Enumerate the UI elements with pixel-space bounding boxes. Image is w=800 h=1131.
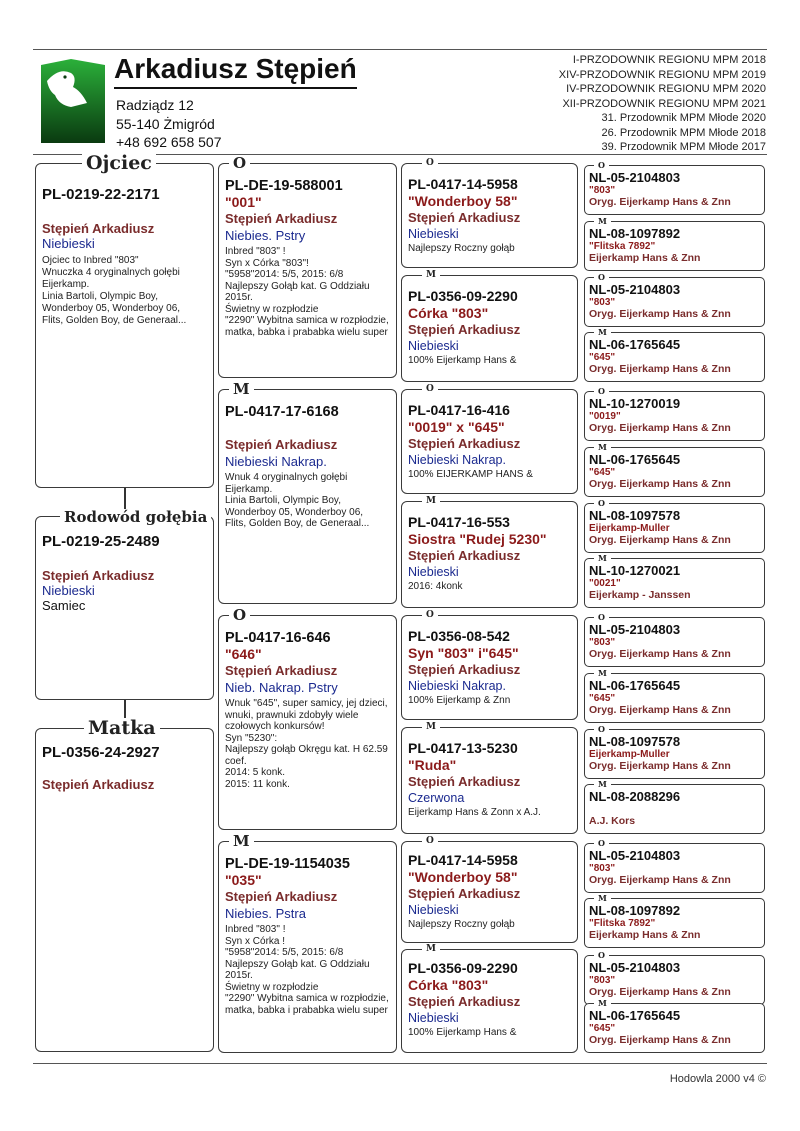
pigeon-nickname: Siostra "Rudej 5230" [408,531,547,547]
pigeon-ring: PL-0356-08-542 [408,628,510,644]
ancestor-card[interactable] [584,617,765,667]
pigeon-breeder: Stępień Arkadiusz [225,889,338,904]
pigeon-nickname: "Wonderboy 58" [408,869,518,885]
pigeon-color: Niebieski [408,1011,459,1025]
pigeon-ring: PL-0417-16-646 [225,630,331,646]
owner-phone: +48 692 658 507 [116,134,222,150]
sex-label: O [594,499,609,508]
pigeon-ring: NL-06-1765645 [589,678,681,693]
pigeon-color: Niebieski [408,903,459,917]
pigeon-breeder: Stępień Arkadiusz [225,211,338,226]
pigeon-nickname: "Flitska 7892" [589,241,656,252]
top-rule [33,49,767,50]
pigeon-nickname: Córka "803" [408,977,489,993]
pigeon-breeder: Oryg. Eijerkamp Hans & Znn [589,363,731,375]
pigeon-ring: NL-05-2104803 [589,960,681,975]
sex-label: O [229,155,250,171]
sex-label: M [594,217,611,226]
pigeon-breeder: Oryg. Eijerkamp Hans & Znn [589,704,731,716]
grandparent-card[interactable] [218,615,397,830]
pigeon-breeder: Oryg. Eijerkamp Hans & Znn [589,422,731,434]
pigeon-note: 100% EIJERKAMP HANS & [408,469,533,480]
pigeon-ring: NL-05-2104803 [589,622,681,637]
pigeon-nickname: "803" [589,185,616,196]
sex-label: M [422,722,440,732]
sex-label: M [229,381,254,397]
pigeon-nickname: "Wonderboy 58" [408,193,518,209]
pigeon-color: Niebieski [42,583,95,598]
pigeon-note: Najlepszy Roczny gołąb [408,919,515,930]
pigeon-nickname: "646" [225,646,262,662]
pigeon-breeder: Stępień Arkadiusz [408,994,521,1009]
sex-label: M [422,496,440,506]
pigeon-ring: PL-0356-09-2290 [408,288,518,304]
pigeon-ring: PL-0417-17-6168 [225,404,339,420]
pigeon-note: Wnuk 4 oryginalnych gołębi Eijerkamp. Linia Bartoli, Olympic Boy, Wonderboy 05, Wonderboy 06, Flits, Golden Boy, de Generaal... [225,472,370,529]
pigeon-breeder: Eijerkamp - Janssen [589,589,691,601]
pigeon-nickname: "Ruda" [408,757,457,773]
grandparent-card[interactable] [218,841,397,1053]
ancestor-card[interactable] [584,843,765,893]
pigeon-nickname: "803" [589,975,616,986]
sex-label: O [594,725,609,734]
pigeon-ring: PL-0417-16-416 [408,402,510,418]
pigeon-breeder: Stępień Arkadiusz [408,774,521,789]
sex-label: O [422,158,438,168]
pigeon-nickname: "803" [589,637,616,648]
ancestor-card[interactable] [584,898,765,948]
mother-card[interactable] [35,728,214,1052]
pigeon-note: Najlepszy Roczny gołąb [408,243,515,254]
achievement-item: IV-PRZODOWNIK REGIONU MPM 2020 [566,83,766,95]
grandparent-card[interactable] [218,163,397,378]
pigeon-breeder: Oryg. Eijerkamp Hans & Znn [589,534,731,546]
pigeon-breeder: Stępień Arkadiusz [42,568,155,583]
pigeon-breeder: Stępień Arkadiusz [225,663,338,678]
ancestor-card[interactable] [584,165,765,215]
sex-label: M [594,443,611,452]
great-grandparent-card[interactable] [401,949,578,1053]
pigeon-color: Nieb. Nakrap. Pstry [225,680,338,695]
pigeon-breeder: Oryg. Eijerkamp Hans & Znn [589,478,731,490]
father-label: Ojciec [82,153,156,173]
pigeon-breeder: Oryg. Eijerkamp Hans & Znn [589,874,731,886]
father-card[interactable] [35,163,214,488]
pigeon-ring: NL-05-2104803 [589,282,681,297]
pigeon-nickname: Córka "803" [408,305,489,321]
pigeon-nickname: "645" [589,467,616,478]
pigeon-ring: PL-0417-14-5958 [408,176,518,192]
ancestor-card[interactable] [584,673,765,723]
pigeon-breeder: Stępień Arkadiusz [42,221,155,236]
sex-label: M [422,270,440,280]
sex-label: O [229,607,250,623]
pigeon-nickname [225,420,392,437]
pigeon-color: Niebies. Pstry [225,228,306,243]
ancestor-card[interactable] [584,729,765,779]
pigeon-nickname: Syn "803" i"645" [408,645,519,661]
pigeon-nickname: "645" [589,1023,616,1034]
pigeon-ring: NL-08-1097578 [589,508,681,523]
achievement-item: XII-PRZODOWNIK REGIONU MPM 2021 [562,97,766,110]
pigeon-nickname: "0021" [589,578,621,589]
pigeon-ring: PL-0417-13-5230 [408,740,518,756]
sex-label: M [594,780,611,789]
achievement-item: I-PRZODOWNIK REGIONU MPM 2018 [572,54,766,66]
pigeon-nickname: "0019" x "645" [408,419,505,435]
pigeon-note: Ojciec to Inbred "803" Wnuczka 4 oryginalnych gołębi Eijerkamp. Linia Bartoli, Olympic Boy, Wonderboy 05, Wonderboy 06, Flits, Golden Boy, de Generaal... [42,255,187,326]
pigeon-note: 100% Eijerkamp Hans & [408,355,517,366]
pigeon-breeder: Eijerkamp Hans & Znn [589,252,701,264]
pigeon-breeder: Stępień Arkadiusz [408,436,521,451]
owner-address-line: Radziądz 12 [116,97,194,113]
sex-label: M [594,894,611,903]
pigeon-ring: NL-08-1097892 [589,903,681,918]
ancestor-card[interactable] [584,558,765,608]
grandparent-card[interactable] [218,389,397,604]
achievement-item: 31. Przodownik MPM Młode 2020 [601,112,766,124]
pigeon-breeder: Oryg. Eijerkamp Hans & Znn [589,196,731,208]
ancestor-card[interactable] [584,784,765,834]
pigeon-breeder: Oryg. Eijerkamp Hans & Znn [589,648,731,660]
pigeon-color: Niebieski Nakrap. [408,679,506,693]
pigeon-sex: Samiec [42,598,86,613]
sex-label: O [594,613,609,622]
pigeon-nickname: "001" [225,194,262,210]
sex-label: M [594,328,611,337]
pigeon-nickname: "0019" [589,411,621,422]
sex-label: O [594,273,609,282]
pigeon-color: Niebieski Nakrap. [408,453,506,467]
pigeon-breeder: Oryg. Eijerkamp Hans & Znn [589,1034,731,1046]
achievement-item: 39. Przodownik MPM Młode 2017 [601,141,766,153]
sex-label: M [422,944,440,954]
pigeon-breeder: Oryg. Eijerkamp Hans & Znn [589,986,731,998]
achievement-item: 26. Przodownik MPM Młode 2018 [601,126,766,139]
pigeon-breeder: A.J. Kors [589,815,636,827]
pigeon-breeder: Stępień Arkadiusz [42,777,155,792]
pigeon-ring: PL-DE-19-588001 [225,178,343,194]
pigeon-ring: PL-0417-16-553 [408,514,510,530]
pigeon-color: Czerwona [408,791,465,805]
pigeon-note: Inbred "803" ! Syn x Córka "803"! "5958"2014: 5/5, 2015: 6/8 Najlepszy Gołąb kat. G Oddziału 2015r. Świetny w rozpłodzie "2290" Wybitna samica w rozpłodzie, matka, babka i prababka wielu super [225,246,389,338]
pigeon-ring: NL-06-1765645 [589,337,681,352]
ancestor-card[interactable] [584,1003,765,1053]
pigeon-nickname: "645" [589,693,616,704]
pigeon-color: Niebies. Pstra [225,906,306,921]
pigeon-color: Niebieski [408,339,459,353]
pigeon-note: Inbred "803" ! Syn x Córka ! "5958"2014: 5/5, 2015: 6/8 Najlepszy Gołąb kat. G Oddziału 2015r. Świetny w rozpłodzie "2290" Wybitna samica w rozpłodzie, matka, babka i prababka wielu super [225,924,389,1016]
great-grandparent-card[interactable] [401,163,578,268]
pigeon-ring: PL-DE-19-1154035 [225,856,350,872]
pigeon-breeder: Stępień Arkadiusz [408,322,521,337]
sex-label: O [594,161,609,170]
sex-label: M [229,833,254,849]
ancestor-card[interactable] [584,447,765,497]
pigeon-color: Niebieski [408,565,459,579]
pigeon-note: 100% Eijerkamp Hans & [408,1027,517,1038]
pigeon-ring: PL-0219-22-2171 [42,186,160,203]
pigeon-ring: NL-10-1270021 [589,563,681,578]
pigeon-nickname: "803" [589,297,616,308]
pigeon-ring: NL-05-2104803 [589,170,681,185]
ancestor-card[interactable] [584,332,765,382]
pigeon-nickname: "Flitska 7892" [589,918,656,929]
great-grandparent-card[interactable] [401,727,578,834]
ancestor-card[interactable] [584,955,765,1005]
ancestor-card[interactable] [584,391,765,441]
pigeon-breeder: Stępień Arkadiusz [408,210,521,225]
ancestor-card[interactable] [584,503,765,553]
owner-name: Arkadiusz Stępień [114,53,357,89]
pigeon-color: Niebieski [408,227,459,241]
pigeon-ring: PL-0356-09-2290 [408,960,518,976]
great-grandparent-card[interactable] [401,275,578,382]
pigeon-ring: NL-08-1097892 [589,226,681,241]
sex-label: O [422,610,438,620]
pigeon-ring: NL-08-2088296 [589,789,681,804]
pigeon-nickname: "035" [225,872,262,888]
pigeon-breeder: Stępień Arkadiusz [408,886,521,901]
sex-label: O [594,387,609,396]
pigeon-note: Wnuk "645", super samicy, jej dzieci, wnuki, prawnuki zdobyły wiele czołowych konkursów! Syn "5230": Najlepszy gołąb Okręgu kat. H 62.59 coef. 2014: 5 konk. 2015: 11 konk. [225,698,388,790]
footer-rule [33,1063,767,1064]
sex-label: O [422,384,438,394]
pigeon-ring: NL-08-1097578 [589,734,681,749]
pigeon-nickname: "645" [589,352,616,363]
pigeon-note: 100% Eijerkamp & Znn [408,695,511,706]
pigeon-logo-icon [41,57,105,143]
pigeon-color: Niebieski [42,236,95,251]
pigeon-breeder: Stępień Arkadiusz [408,662,521,677]
owner-address-line: 55-140 Żmigród [116,116,215,132]
software-credit: Hodowla 2000 v4 © [669,1073,766,1085]
pigeon-ring: NL-06-1765645 [589,1008,681,1023]
sex-label: O [422,836,438,846]
pigeon-color: Niebieski Nakrap. [225,454,327,469]
achievement-item: XIV-PRZODOWNIK REGIONU MPM 2019 [558,68,766,81]
pigeon-breeder: Stępień Arkadiusz [225,437,338,452]
great-grandparent-card[interactable] [401,841,578,943]
sex-label: M [594,669,611,678]
sex-label: M [594,999,611,1008]
sex-label: O [594,951,609,960]
pigeon-ring: NL-05-2104803 [589,848,681,863]
sex-label: O [594,839,609,848]
ancestor-card[interactable] [584,277,765,327]
subject-card[interactable] [35,516,214,700]
pigeon-note: 2016: 4konk [408,581,463,592]
sex-label: M [594,554,611,563]
pigeon-nickname: Eijerkamp-Muller [589,749,670,760]
pedigree-label: Rodowód gołębia [60,509,211,525]
pigeon-ring: NL-10-1270019 [589,396,681,411]
pigeon-ring: PL-0417-14-5958 [408,852,518,868]
pigeon-breeder: Oryg. Eijerkamp Hans & Znn [589,308,731,320]
pigeon-ring: PL-0356-24-2927 [42,744,160,761]
great-grandparent-card[interactable] [401,615,578,720]
pigeon-nickname [589,804,760,815]
great-grandparent-card[interactable] [401,501,578,608]
ancestor-card[interactable] [584,221,765,271]
pigeon-nickname: "803" [589,863,616,874]
pigeon-note: Eijerkamp Hans & Zonn x A.J. [408,807,541,818]
mother-label: Matka [84,718,160,738]
pigeon-ring: NL-06-1765645 [589,452,681,467]
pigeon-nickname: Eijerkamp-Muller [589,523,670,534]
great-grandparent-card[interactable] [401,389,578,494]
pigeon-breeder: Stępień Arkadiusz [408,548,521,563]
pigeon-ring: PL-0219-25-2489 [42,533,160,550]
achievements-list [559,53,766,155]
pigeon-breeder: Oryg. Eijerkamp Hans & Znn [589,760,731,772]
pigeon-breeder: Eijerkamp Hans & Znn [589,929,701,941]
